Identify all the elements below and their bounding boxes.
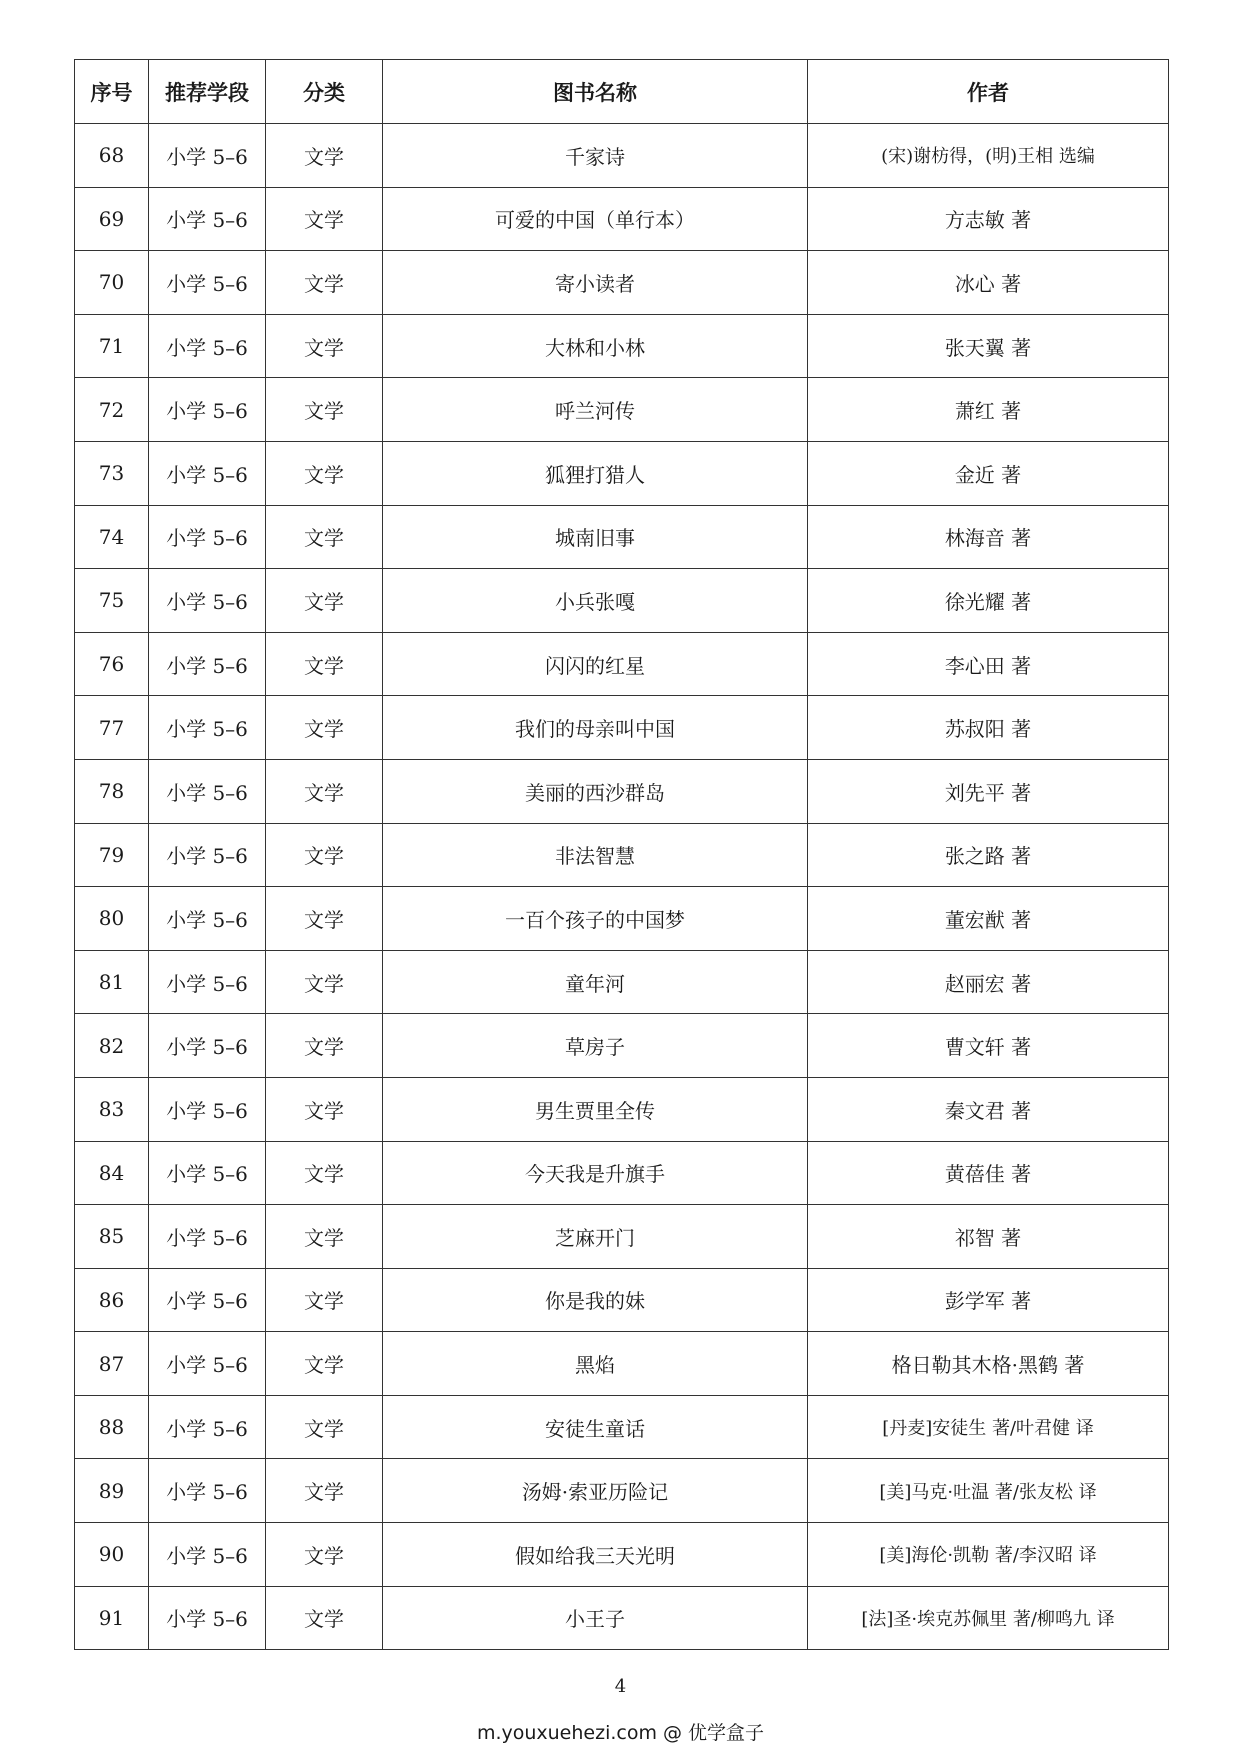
table-row bbox=[75, 759, 1169, 823]
table-row bbox=[75, 505, 1169, 569]
cell-author: 秦文君 著 bbox=[808, 1077, 1169, 1141]
cell-category: 文学 bbox=[266, 887, 383, 951]
cell-index: 89 bbox=[75, 1459, 149, 1523]
cell-author: [美]马克·吐温 著/张友松 译 bbox=[808, 1459, 1169, 1523]
cell-title: 城南旧事 bbox=[383, 505, 808, 569]
cell-index: 76 bbox=[75, 632, 149, 696]
cell-index: 84 bbox=[75, 1141, 149, 1205]
cell-category: 文学 bbox=[266, 1332, 383, 1396]
cell-title: 芝麻开门 bbox=[383, 1205, 808, 1269]
cell-grade: 小学 5–6 bbox=[149, 124, 266, 188]
cell-category: 文学 bbox=[266, 569, 383, 633]
cell-category: 文学 bbox=[266, 1205, 383, 1269]
cell-index: 73 bbox=[75, 441, 149, 505]
cell-author: 祁智 著 bbox=[808, 1205, 1169, 1269]
cell-author: (宋)谢枋得，(明)王相 选编 bbox=[808, 124, 1169, 188]
cell-title: 小王子 bbox=[383, 1586, 808, 1650]
cell-category: 文学 bbox=[266, 441, 383, 505]
cell-title: 假如给我三天光明 bbox=[383, 1523, 808, 1587]
header-index: 序号 bbox=[75, 60, 149, 124]
cell-grade: 小学 5–6 bbox=[149, 823, 266, 887]
cell-grade: 小学 5–6 bbox=[149, 1332, 266, 1396]
header-title: 图书名称 bbox=[383, 60, 808, 124]
cell-title: 男生贾里全传 bbox=[383, 1077, 808, 1141]
table-row bbox=[75, 187, 1169, 251]
cell-category: 文学 bbox=[266, 1141, 383, 1205]
cell-index: 90 bbox=[75, 1523, 149, 1587]
cell-author: [丹麦]安徒生 著/叶君健 译 bbox=[808, 1395, 1169, 1459]
cell-grade: 小学 5–6 bbox=[149, 569, 266, 633]
header-row bbox=[75, 60, 1169, 124]
cell-author: 曹文轩 著 bbox=[808, 1014, 1169, 1078]
cell-author: [法]圣·埃克苏佩里 著/柳鸣九 译 bbox=[808, 1586, 1169, 1650]
cell-category: 文学 bbox=[266, 378, 383, 442]
cell-grade: 小学 5–6 bbox=[149, 1268, 266, 1332]
cell-index: 75 bbox=[75, 569, 149, 633]
cell-title: 非法智慧 bbox=[383, 823, 808, 887]
cell-title: 呼兰河传 bbox=[383, 378, 808, 442]
cell-title: 汤姆·索亚历险记 bbox=[383, 1459, 808, 1523]
cell-author: 刘先平 著 bbox=[808, 759, 1169, 823]
cell-category: 文学 bbox=[266, 1586, 383, 1650]
cell-title: 寄小读者 bbox=[383, 251, 808, 315]
cell-index: 87 bbox=[75, 1332, 149, 1396]
cell-grade: 小学 5–6 bbox=[149, 378, 266, 442]
table-row bbox=[75, 950, 1169, 1014]
cell-title: 童年河 bbox=[383, 950, 808, 1014]
cell-author: [美]海伦·凯勒 著/李汉昭 译 bbox=[808, 1523, 1169, 1587]
cell-grade: 小学 5–6 bbox=[149, 1077, 266, 1141]
cell-index: 91 bbox=[75, 1586, 149, 1650]
cell-category: 文学 bbox=[266, 1268, 383, 1332]
table-row bbox=[75, 1395, 1169, 1459]
cell-author: 冰心 著 bbox=[808, 251, 1169, 315]
cell-title: 闪闪的红星 bbox=[383, 632, 808, 696]
cell-category: 文学 bbox=[266, 950, 383, 1014]
table-row bbox=[75, 823, 1169, 887]
cell-grade: 小学 5–6 bbox=[149, 887, 266, 951]
cell-index: 69 bbox=[75, 187, 149, 251]
table-row bbox=[75, 1268, 1169, 1332]
cell-grade: 小学 5–6 bbox=[149, 1586, 266, 1650]
cell-category: 文学 bbox=[266, 505, 383, 569]
table-row bbox=[75, 569, 1169, 633]
cell-index: 78 bbox=[75, 759, 149, 823]
cell-category: 文学 bbox=[266, 1077, 383, 1141]
cell-category: 文学 bbox=[266, 1395, 383, 1459]
cell-grade: 小学 5–6 bbox=[149, 187, 266, 251]
cell-index: 71 bbox=[75, 314, 149, 378]
cell-category: 文学 bbox=[266, 632, 383, 696]
cell-title: 你是我的妹 bbox=[383, 1268, 808, 1332]
header-category: 分类 bbox=[266, 60, 383, 124]
cell-author: 格日勒其木格·黑鹤 著 bbox=[808, 1332, 1169, 1396]
cell-title: 安徒生童话 bbox=[383, 1395, 808, 1459]
cell-title: 今天我是升旗手 bbox=[383, 1141, 808, 1205]
cell-grade: 小学 5–6 bbox=[149, 1459, 266, 1523]
cell-category: 文学 bbox=[266, 187, 383, 251]
cell-grade: 小学 5–6 bbox=[149, 251, 266, 315]
cell-index: 72 bbox=[75, 378, 149, 442]
cell-title: 大林和小林 bbox=[383, 314, 808, 378]
cell-author: 方志敏 著 bbox=[808, 187, 1169, 251]
cell-grade: 小学 5–6 bbox=[149, 1523, 266, 1587]
cell-index: 80 bbox=[75, 887, 149, 951]
cell-category: 文学 bbox=[266, 1523, 383, 1587]
cell-category: 文学 bbox=[266, 823, 383, 887]
table-row bbox=[75, 378, 1169, 442]
cell-index: 83 bbox=[75, 1077, 149, 1141]
cell-index: 77 bbox=[75, 696, 149, 760]
table-row bbox=[75, 1014, 1169, 1078]
page-number: 4 bbox=[614, 1676, 627, 1697]
cell-author: 赵丽宏 著 bbox=[808, 950, 1169, 1014]
table-row bbox=[75, 1459, 1169, 1523]
cell-grade: 小学 5–6 bbox=[149, 1014, 266, 1078]
table-row bbox=[75, 1586, 1169, 1650]
cell-title: 千家诗 bbox=[383, 124, 808, 188]
cell-category: 文学 bbox=[266, 696, 383, 760]
cell-grade: 小学 5–6 bbox=[149, 314, 266, 378]
table-header bbox=[75, 60, 1169, 124]
table-row bbox=[75, 1077, 1169, 1141]
cell-author: 黄蓓佳 著 bbox=[808, 1141, 1169, 1205]
cell-category: 文学 bbox=[266, 124, 383, 188]
cell-author: 李心田 著 bbox=[808, 632, 1169, 696]
cell-category: 文学 bbox=[266, 1459, 383, 1523]
cell-index: 74 bbox=[75, 505, 149, 569]
cell-title: 草房子 bbox=[383, 1014, 808, 1078]
table-body bbox=[75, 124, 1169, 1650]
cell-grade: 小学 5–6 bbox=[149, 632, 266, 696]
cell-grade: 小学 5–6 bbox=[149, 696, 266, 760]
footer-source: m.youxuehezi.com @ 优学盒子 bbox=[476, 1722, 765, 1744]
cell-author: 苏叔阳 著 bbox=[808, 696, 1169, 760]
cell-category: 文学 bbox=[266, 314, 383, 378]
cell-grade: 小学 5–6 bbox=[149, 950, 266, 1014]
cell-category: 文学 bbox=[266, 1014, 383, 1078]
table-row bbox=[75, 632, 1169, 696]
cell-index: 81 bbox=[75, 950, 149, 1014]
cell-author: 林海音 著 bbox=[808, 505, 1169, 569]
cell-author: 金近 著 bbox=[808, 441, 1169, 505]
header-grade: 推荐学段 bbox=[149, 60, 266, 124]
table-row bbox=[75, 1332, 1169, 1396]
cell-title: 黑焰 bbox=[383, 1332, 808, 1396]
cell-title: 小兵张嘎 bbox=[383, 569, 808, 633]
table-row bbox=[75, 1141, 1169, 1205]
cell-grade: 小学 5–6 bbox=[149, 1395, 266, 1459]
cell-index: 70 bbox=[75, 251, 149, 315]
cell-author: 彭学军 著 bbox=[808, 1268, 1169, 1332]
cell-title: 我们的母亲叫中国 bbox=[383, 696, 808, 760]
cell-title: 可爱的中国（单行本） bbox=[383, 187, 808, 251]
table-row bbox=[75, 441, 1169, 505]
cell-category: 文学 bbox=[266, 251, 383, 315]
cell-title: 狐狸打猎人 bbox=[383, 441, 808, 505]
table-row bbox=[75, 1523, 1169, 1587]
book-list-table bbox=[74, 59, 1169, 1650]
cell-grade: 小学 5–6 bbox=[149, 1141, 266, 1205]
cell-index: 86 bbox=[75, 1268, 149, 1332]
cell-author: 张天翼 著 bbox=[808, 314, 1169, 378]
cell-author: 萧红 著 bbox=[808, 378, 1169, 442]
cell-title: 美丽的西沙群岛 bbox=[383, 759, 808, 823]
cell-grade: 小学 5–6 bbox=[149, 505, 266, 569]
cell-index: 88 bbox=[75, 1395, 149, 1459]
table-row bbox=[75, 1205, 1169, 1269]
cell-author: 董宏猷 著 bbox=[808, 887, 1169, 951]
cell-author: 张之路 著 bbox=[808, 823, 1169, 887]
cell-index: 79 bbox=[75, 823, 149, 887]
cell-grade: 小学 5–6 bbox=[149, 759, 266, 823]
header-author: 作者 bbox=[808, 60, 1169, 124]
table-row bbox=[75, 124, 1169, 188]
cell-title: 一百个孩子的中国梦 bbox=[383, 887, 808, 951]
cell-author: 徐光耀 著 bbox=[808, 569, 1169, 633]
table-row bbox=[75, 887, 1169, 951]
table-row bbox=[75, 314, 1169, 378]
table-row bbox=[75, 696, 1169, 760]
cell-grade: 小学 5–6 bbox=[149, 1205, 266, 1269]
cell-index: 68 bbox=[75, 124, 149, 188]
cell-category: 文学 bbox=[266, 759, 383, 823]
cell-index: 82 bbox=[75, 1014, 149, 1078]
cell-grade: 小学 5–6 bbox=[149, 441, 266, 505]
table-row bbox=[75, 251, 1169, 315]
cell-index: 85 bbox=[75, 1205, 149, 1269]
